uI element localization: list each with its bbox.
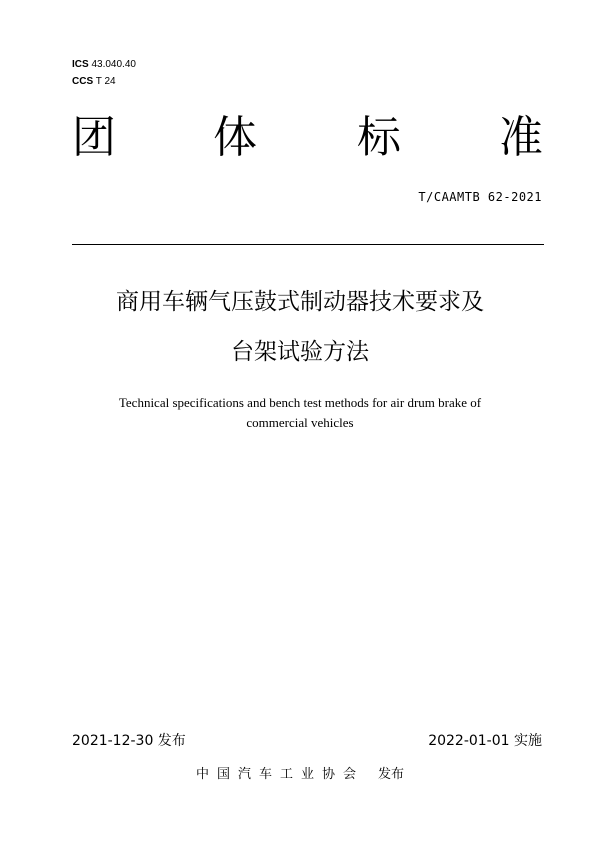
title-en-line-1: Technical specifications and bench test methods for air drum brake of bbox=[118, 395, 482, 410]
standard-type-heading bbox=[72, 112, 542, 164]
title-zh-line-1: 商用车辆气压鼓式制动器技术要求及 bbox=[116, 289, 484, 315]
ics-label: ICS bbox=[72, 59, 89, 70]
standard-type-char-3: 标 bbox=[357, 112, 401, 163]
standard-type-char-1: 团 bbox=[72, 112, 116, 163]
standard-number: T/CAAMTB 62-2021 bbox=[418, 190, 542, 204]
header-divider bbox=[72, 244, 544, 245]
title-en bbox=[0, 393, 600, 433]
issue-date: 2021-12-30 发布 bbox=[72, 733, 186, 749]
ccs-label: CCS bbox=[72, 76, 94, 87]
ccs-code bbox=[72, 76, 116, 88]
title-en-line-2: commercial vehicles bbox=[246, 415, 354, 430]
ics-code bbox=[72, 59, 136, 71]
publisher-organization: 中国汽车工业协会 bbox=[195, 767, 364, 782]
ccs-value: T 24 bbox=[95, 76, 116, 87]
standard-type-char-2: 体 bbox=[213, 112, 257, 163]
publisher bbox=[0, 763, 600, 782]
title-zh-line-2: 台架试验方法 bbox=[231, 339, 369, 365]
standard-type-char-4: 准 bbox=[499, 112, 543, 163]
implementation-date: 2022-01-01 实施 bbox=[428, 733, 542, 749]
ics-value: 43.040.40 bbox=[91, 59, 136, 70]
publisher-action: 发布 bbox=[378, 767, 405, 782]
